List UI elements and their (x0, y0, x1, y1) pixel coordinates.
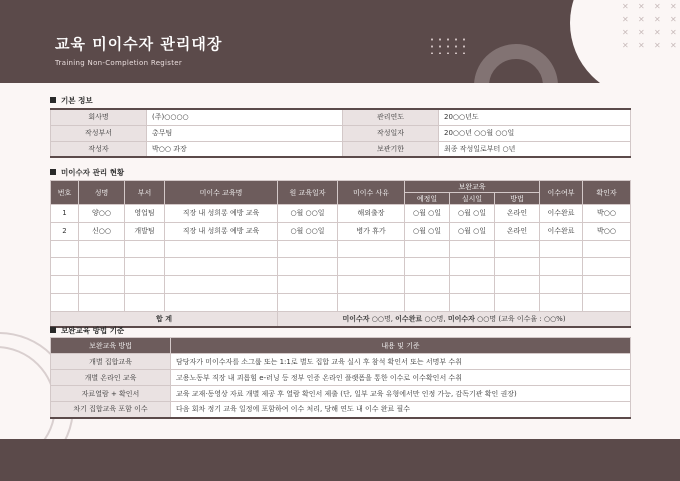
cell-no (51, 258, 79, 276)
col-header-date: 원 교육일자 (278, 181, 338, 205)
cell-done (450, 258, 495, 276)
cell-no (51, 293, 79, 311)
method-type: 자료열람 + 확인서 (51, 386, 171, 402)
info-label: 작성일자 (343, 125, 439, 141)
square-bullet-icon (50, 169, 56, 175)
cell-reason (338, 293, 405, 311)
cell-name: 양○○ (79, 205, 125, 223)
info-row (51, 141, 631, 157)
non-completion-register-table (50, 180, 631, 328)
cell-name (79, 258, 125, 276)
method-description: 다음 회차 정기 교육 일정에 포함하여 이수 처리, 당해 연도 내 이수 완료 필수 (171, 402, 631, 418)
info-value: 최종 작성일로부터 ○년 (439, 141, 631, 157)
cell-method (495, 276, 540, 294)
cell-method (495, 240, 540, 258)
cell-planned (405, 258, 450, 276)
cell-done (450, 240, 495, 258)
cell-reason (338, 240, 405, 258)
cell-dept (125, 258, 165, 276)
table-row (51, 205, 631, 223)
cell-name (79, 293, 125, 311)
table-row (51, 293, 631, 311)
cell-course: 직장 내 성희롱 예방 교육 (165, 205, 278, 223)
table-row (51, 276, 631, 294)
cell-no: 2 (51, 222, 79, 240)
cell-course (165, 240, 278, 258)
cell-status (540, 258, 583, 276)
cell-status (540, 240, 583, 258)
cell-planned: ○월 ○일 (405, 222, 450, 240)
cell-date: ○월 ○○일 (278, 205, 338, 223)
cell-planned (405, 240, 450, 258)
info-value: (주)○○○○ (147, 109, 343, 125)
method-type: 차기 집합교육 포함 이수 (51, 402, 171, 418)
summary-val-1: ○○명, (369, 315, 396, 324)
cell-dept (125, 276, 165, 294)
cell-date (278, 258, 338, 276)
table-row (51, 386, 631, 402)
summary-label: 합 계 (51, 311, 278, 327)
cell-course (165, 258, 278, 276)
basic-info-table (50, 108, 631, 158)
col-header-method-content: 내용 및 기준 (171, 338, 631, 354)
cell-method: 온라인 (495, 205, 540, 223)
table-row (51, 222, 631, 240)
method-description: 고용노동부 직장 내 괴롭힘 e-러닝 등 정부 인증 온라인 플랫폼을 통한 이수로 이수확인서 수취 (171, 370, 631, 386)
cell-done: ○월 ○일 (450, 205, 495, 223)
page-title: 교육 미이수자 관리대장 (55, 35, 223, 53)
cell-checker (583, 258, 631, 276)
cell-course (165, 276, 278, 294)
summary-key-3: 미이수자 (447, 315, 475, 324)
col-header-status: 이수여부 (540, 181, 583, 205)
info-row (51, 109, 631, 125)
method-description: 교육 교재·동영상 자료 개별 제공 후 열람 확인서 제출 (단, 일부 교육 유형에서만 인정 가능, 감독기관 확인 권장) (171, 386, 631, 402)
cell-status (540, 276, 583, 294)
info-label: 보관기한 (343, 141, 439, 157)
cell-status (540, 293, 583, 311)
info-value: 20○○년 ○○월 ○○일 (439, 125, 631, 141)
cell-planned (405, 276, 450, 294)
cell-status: 이수완료 (540, 205, 583, 223)
cell-name: 신○○ (79, 222, 125, 240)
method-type: 개별 온라인 교육 (51, 370, 171, 386)
summary-val-3: ○○명 (교육 이수율 : ○○%) (474, 315, 566, 324)
cell-course (165, 293, 278, 311)
cell-planned: ○월 ○일 (405, 205, 450, 223)
col-header-reason: 미이수 사유 (338, 181, 405, 205)
info-label: 관리연도 (343, 109, 439, 125)
cell-done (450, 293, 495, 311)
cell-course: 직장 내 성희롱 예방 교육 (165, 222, 278, 240)
cell-status: 이수완료 (540, 222, 583, 240)
method-header-row (51, 338, 631, 354)
col-header-planned: 예정일 (405, 193, 450, 205)
col-header-name: 성명 (79, 181, 125, 205)
info-value: 총무팀 (147, 125, 343, 141)
cell-dept: 영업팀 (125, 205, 165, 223)
cell-dept: 개발팀 (125, 222, 165, 240)
cell-dept (125, 293, 165, 311)
info-label: 회사명 (51, 109, 147, 125)
cell-reason: 해외출장 (338, 205, 405, 223)
table-row (51, 402, 631, 418)
cell-reason (338, 258, 405, 276)
col-header-method: 방법 (495, 193, 540, 205)
cell-method (495, 258, 540, 276)
cell-checker: 박○○ (583, 222, 631, 240)
col-header-no: 번호 (51, 181, 79, 205)
cell-checker: 박○○ (583, 205, 631, 223)
cell-done (450, 276, 495, 294)
col-header-supplementary: 보완교육 (405, 181, 540, 193)
cell-method (495, 293, 540, 311)
cell-checker (583, 240, 631, 258)
page-subtitle: Training Non-Completion Register (55, 59, 183, 67)
col-header-dept: 부서 (125, 181, 165, 205)
table-row (51, 354, 631, 370)
section-heading-method: 보완교육 방법 기준 (50, 325, 124, 336)
col-header-done: 실시일 (450, 193, 495, 205)
info-value: 박○○ 과장 (147, 141, 343, 157)
cell-date (278, 240, 338, 258)
cell-reason: 병가 휴가 (338, 222, 405, 240)
cell-done: ○월 ○일 (450, 222, 495, 240)
summary-value (278, 311, 631, 327)
method-description: 담당자가 미이수자를 소그룹 또는 1:1로 별도 집합 교육 실시 후 참석 확인서 또는 서명부 수취 (171, 354, 631, 370)
info-label: 작성부서 (51, 125, 147, 141)
cell-checker (583, 276, 631, 294)
cell-no: 1 (51, 205, 79, 223)
info-value: 20○○년도 (439, 109, 631, 125)
register-header-row (51, 181, 631, 193)
summary-key-2: 이수완료 (395, 315, 423, 324)
cell-date (278, 276, 338, 294)
table-row (51, 258, 631, 276)
cell-planned (405, 293, 450, 311)
table-row (51, 370, 631, 386)
cell-date (278, 293, 338, 311)
cell-no (51, 276, 79, 294)
summary-key-1: 미이수자 (342, 315, 370, 324)
square-bullet-icon (50, 97, 56, 103)
cell-name (79, 240, 125, 258)
cell-name (79, 276, 125, 294)
footer-band (0, 439, 680, 481)
info-label: 작성자 (51, 141, 147, 157)
cross-pattern-decoration: ✕ ✕ ✕ ✕ ✕ ✕ ✕ ✕ ✕ ✕ ✕ ✕ ✕ ✕ ✕ ✕ (622, 2, 677, 50)
summary-val-2: ○○명, (422, 315, 448, 324)
cell-date: ○월 ○○일 (278, 222, 338, 240)
dot-pattern-decoration (428, 36, 468, 54)
method-type: 개별 집합교육 (51, 354, 171, 370)
square-bullet-icon (50, 327, 56, 333)
table-row (51, 240, 631, 258)
cell-method: 온라인 (495, 222, 540, 240)
col-header-method-type: 보완교육 방법 (51, 338, 171, 354)
cell-reason (338, 276, 405, 294)
supplementary-method-table (50, 337, 631, 419)
header-banner (0, 0, 680, 83)
col-header-course: 미이수 교육명 (165, 181, 278, 205)
info-row (51, 125, 631, 141)
summary-row (51, 311, 631, 327)
section-heading-register: 미이수자 관리 현황 (50, 167, 124, 178)
cell-no (51, 240, 79, 258)
cell-checker (583, 293, 631, 311)
cell-dept (125, 240, 165, 258)
col-header-checker: 확인자 (583, 181, 631, 205)
ring-decoration (474, 44, 558, 83)
section-heading-basic: 기본 정보 (50, 95, 93, 106)
